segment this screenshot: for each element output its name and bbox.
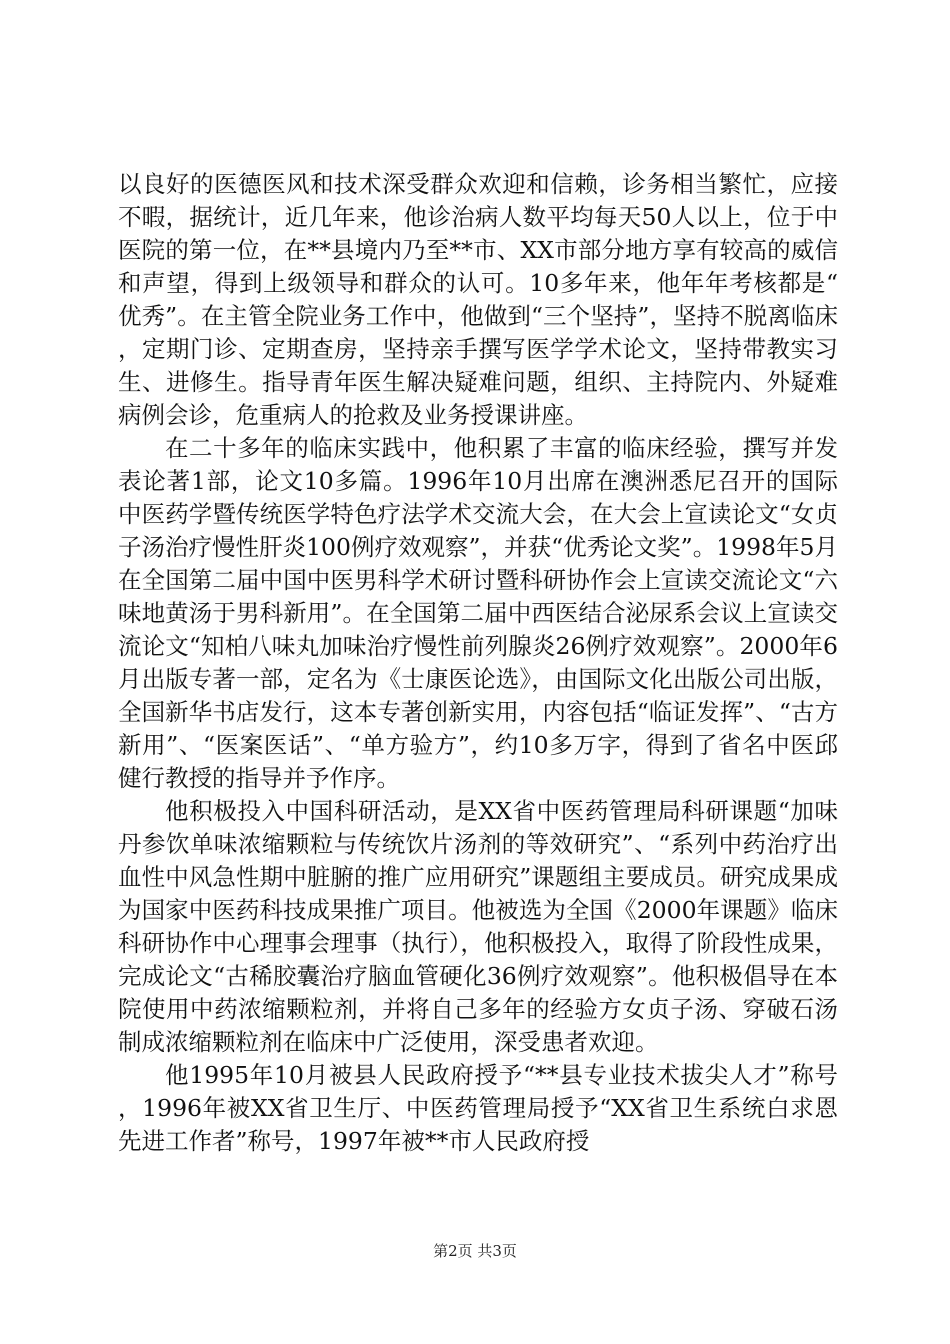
document-body	[118, 168, 838, 1158]
paragraph: 他积极投入中国科研活动，是XX省中医药管理局科研课题“加味丹参饮单味浓缩颗粒与传统饮片汤剂的等效研究”、“系列中药治疗出血性中风急性期中脏腑的推广应用研究”课题组主要成员。研究成果成为国家中医药科技成果推广项目。他被选为全国《2000年课题》临床科研协作中心理事会理事（执行），他积极投入，取得了阶段性成果，完成论文“古稀胶囊治疗脑血管硬化36例疗效观察”。他积极倡导在本院使用中药浓缩颗粒剂，并将自己多年的经验方女贞子汤、穿破石汤制成浓缩颗粒剂在临床中广泛使用，深受患者欢迎。	[118, 797, 838, 1056]
paragraph: 他1995年10月被县人民政府授予“**县专业技术拔尖人才”称号，1996年被XX省卫生厅、中医药管理局授予“XX省卫生系统白求恩先进工作者”称号，1997年被**市人民政府授	[118, 1061, 838, 1155]
paragraph: 在二十多年的临床实践中，他积累了丰富的临床经验，撰写并发表论著1部，论文10多篇。1996年10月出席在澳洲悉尼召开的国际中医药学暨传统医学特色疗法学术交流大会，在大会上宣读论文“女贞子汤治疗慢性肝炎100例疗效观察”，并获“优秀论文奖”。1998年5月在全国第二届中国中医男科学术研讨暨科研协作会上宣读交流论文“六味地黄汤于男科新用”。在全国第二届中西医结合泌尿系会议上宣读交流论文“知柏八味丸加味治疗慢性前列腺炎26例疗效观察”。2000年6月出版专著一部，定名为《士康医论选》，由国际文化出版公司出版，全国新华书店发行，这本专著创新实用，内容包括“临证发挥”、“古方新用”、“医案医话”、“单方验方”，约10多万字，得到了省名中医邱健行教授的指导并予作序。	[118, 434, 838, 792]
page-number-footer: 第2页 共3页	[433, 1242, 517, 1260]
paragraph: 以良好的医德医风和技术深受群众欢迎和信赖，诊务相当繁忙，应接不暇，据统计，近几年来，他诊治病人数平均每天50人以上，位于中医院的第一位，在**县境内乃至**市、XX市部分地方享有较高的威信和声望，得到上级领导和群众的认可。10多年来，他年年考核都是“优秀”。在主管全院业务工作中，他做到“三个坚持”，坚持不脱离临床，定期门诊、定期查房，坚持亲手撰写医学学术论文，坚持带教实习生、进修生。指导青年医生解决疑难问题，组织、主持院内、外疑难病例会诊，危重病人的抢救及业务授课讲座。	[118, 170, 838, 429]
